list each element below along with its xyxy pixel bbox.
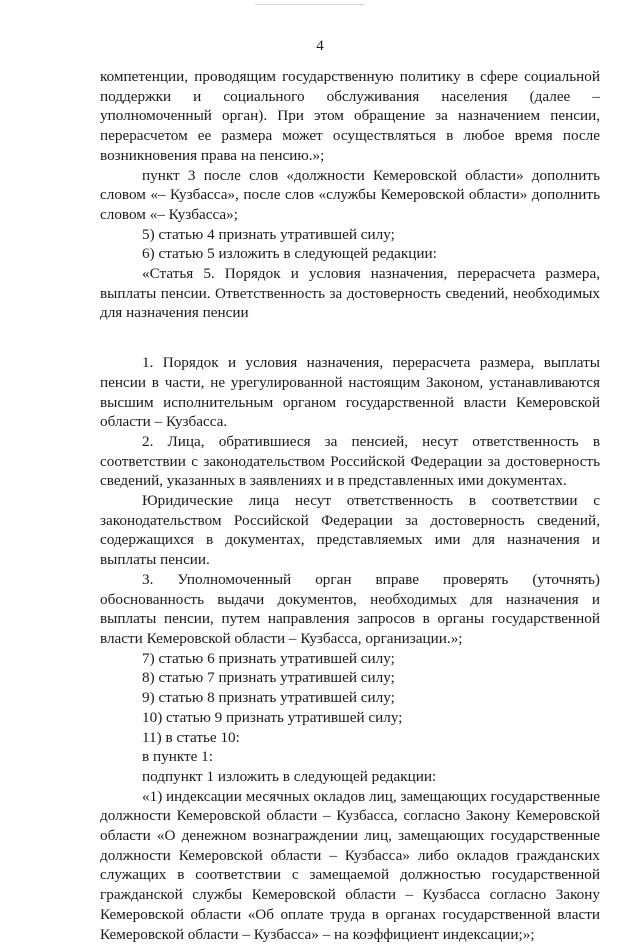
article-5-point-3: 3. Уполномоченный орган вправе проверять (уточнять) обоснованность выдачи документов, необходимых для назначения и выплаты пенсии, путем направления запросов в органы государственной власти Кемеровской области – Кузбасса, организации.»; bbox=[100, 570, 600, 647]
page-number: 4 bbox=[316, 38, 324, 54]
paragraph-item-8: 8) статью 7 признать утратившей силу; bbox=[142, 669, 395, 687]
article-5-heading: «Статья 5. Порядок и условия назначения, перерасчета размера, выплаты пенсии. Ответственность за достоверность сведений, необходимых для назначения пенсии bbox=[100, 265, 600, 322]
paragraph-item-11: 11) в статье 10: bbox=[142, 728, 240, 746]
article-5-point-1: 1. Порядок и условия назначения, перерасчета размера, выплаты пенсии в части, не урегулированной настоящим Законом, устанавливаются высшим исполнительным органом государственной власти Кемеровской области – Кузбасса. bbox=[100, 354, 600, 431]
paragraph-point-3: пункт 3 после слов «должности Кемеровской области» дополнить словом «– Кузбасса», после слов «службы Кемеровской области» дополнить словом «– Кузбасса»; bbox=[100, 166, 600, 223]
paragraph-subpoint-1-text: «1) индексации месячных окладов лиц, замещающих государственные должности Кемеровской области – Кузбасса, согласно Закону Кемеровской области «О денежном вознаграждении лиц, замещающих государственные должности Кемеровской области – Кузбасса» либо окладов гражданских служащих в соответствии с замещаемой должностью государственной гражданской службы Кемеровской области – Кузбасса согласно Закону Кемеровской области «Об оплате труда в органах государственной власти Кемеровской области – Кузбасса» – на коэффициент индексации;»; bbox=[100, 787, 600, 943]
spacer bbox=[100, 323, 600, 353]
paragraph-item-10: 10) статью 9 признать утратившей силу; bbox=[142, 708, 403, 726]
paragraph-item-6: 6) статью 5 изложить в следующей редакции: bbox=[142, 245, 437, 263]
article-5-point-2: 2. Лица, обратившиеся за пенсией, несут ответственность в соответствии с законодательством Российской Федерации за достоверность сведений, указанных в заявлениях и в представленных ими документах. bbox=[100, 432, 600, 490]
paragraph-item-5: 5) статью 4 признать утратившей силу; bbox=[142, 225, 395, 243]
document-body bbox=[100, 67, 600, 944]
scan-top-mark bbox=[255, 0, 365, 5]
paragraph-point-1: в пункте 1: bbox=[142, 748, 213, 766]
paragraph-item-7: 7) статью 6 признать утратившей силу; bbox=[142, 649, 395, 667]
paragraph-subpoint-1: подпункт 1 изложить в следующей редакции: bbox=[142, 767, 437, 785]
article-5-point-2-legal-entities: Юридические лица несут ответственность в соответствии с законодательством Российской Федерации за достоверность сведений, содержащихся в документах, представляемых ими для назначения и выплаты пенсии. bbox=[100, 492, 600, 569]
paragraph-item-9: 9) статью 8 признать утратившей силу; bbox=[142, 689, 395, 707]
paragraph-continuation: компетенции, проводящим государственную политику в сфере социальной поддержки и социального обслуживания населения (далее – уполномоченный орган). При этом обращение за назначением пенсии, перерасчетом ее размера может осуществляться в любое время после возникновения права на пенсию.»; bbox=[100, 68, 600, 164]
